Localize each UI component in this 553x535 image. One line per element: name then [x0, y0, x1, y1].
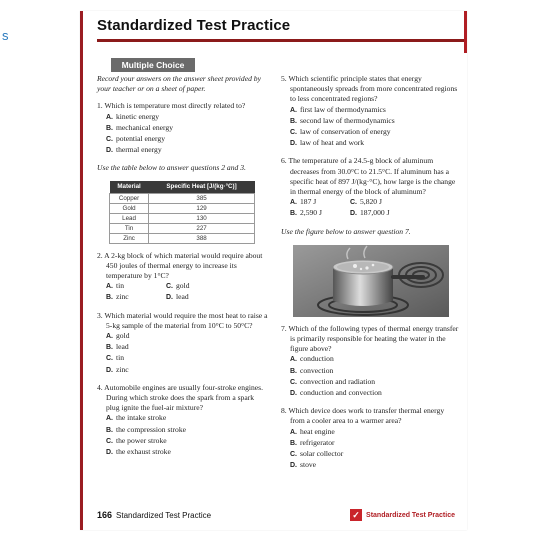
table-row: Lead 130 [110, 213, 255, 223]
instructions: Record your answers on the answer sheet provided by your teacher or on a sheet of paper. [97, 74, 261, 94]
choice: A. gold [106, 331, 130, 341]
footer-right-label: Standardized Test Practice [366, 511, 455, 519]
table-header-heat: Specific Heat [J/(kg·°C)] [149, 181, 255, 194]
figure-instruction: Use the figure below to answer question 7. [281, 226, 411, 236]
table-row: Zinc 388 [110, 233, 255, 243]
question-text: 1. Which is temperature most directly related to? [97, 101, 246, 111]
choice: B. convection [290, 365, 334, 375]
edge-letter: s [2, 28, 9, 43]
section-badge: Multiple Choice [111, 58, 195, 72]
checkmark-icon: ✓ [350, 509, 362, 521]
title-rule [97, 39, 464, 42]
question-text: 3. Which material would require the most heat to raise a 5-kg sample of the material from 10°C to 50°C? [97, 310, 268, 330]
choice: D. thermal energy [106, 145, 162, 155]
table-row: Gold 129 [110, 203, 255, 213]
choice: A. heat engine [290, 426, 335, 436]
table-instruction: Use the table below to answer questions 2 and 3. [97, 163, 246, 173]
right-column [281, 74, 459, 471]
question-text: 6. The temperature of a 24.5-g block of aluminum decreases from 30.0°C to 21.5°C. If aluminum has a specific heat of 897 J/(kg·°C), how large is the change in thermal energy of the block of aluminum? [281, 156, 456, 197]
choice: D. law of heat and work [290, 138, 365, 148]
choice: C. solar collector [290, 449, 344, 459]
choice: C. tin [106, 353, 125, 363]
page-title: Standardized Test Practice [97, 17, 291, 34]
question-text: 5. Which scientific principle states that energy spontaneously spreads from more concentrated regions to less concentrated regions? [281, 74, 458, 104]
question-text: 7. Which of the following types of thermal energy transfer is primarily responsible for heating the water in the figure above? [281, 323, 459, 354]
choice: D. zinc [106, 364, 129, 374]
table-header-material: Material [110, 181, 149, 194]
choice: A. first law of thermodynamics [290, 104, 386, 114]
choice: B. lead [106, 342, 129, 352]
specific-heat-table [109, 181, 255, 244]
question-2: 2. A 2-kg block of which material would require about 450 joules of thermal energy to increase its temperature by 1°C? A. tin C. gold B. zinc D. lead [97, 251, 269, 304]
choice: D. conduction and convection [290, 388, 382, 398]
choice: B. the compression stroke [106, 424, 187, 434]
page-number: 166 [97, 510, 113, 520]
choice: C. the power stroke [106, 435, 167, 445]
footer-label: Standardized Test Practice [116, 511, 212, 520]
question-6: 6. The temperature of a 24.5-g block of aluminum decreases from 30.0°C to 21.5°C. If aluminum has a specific heat of 897 J/(kg·°C), how large is the change in thermal energy of the block of aluminum? A. 187 J C. 5,820 J B. 2,590 J D. 187,000 J [281, 156, 459, 219]
pot-on-stove-image [293, 245, 449, 317]
choice: C. convection and radiation [290, 376, 376, 386]
question-4 [97, 383, 269, 458]
choice: C. law of conservation of energy [290, 127, 391, 137]
left-column [97, 74, 269, 458]
table-row: Copper 385 [110, 193, 255, 203]
question-5 [281, 74, 459, 149]
question-text: 2. A 2-kg block of which material would require about 450 joules of thermal energy to increase its temperature by 1°C? [97, 250, 263, 281]
choice: A. kinetic energy [106, 111, 160, 121]
question-1 [97, 101, 269, 156]
choice: C. potential energy [106, 134, 165, 144]
question-text: 8. Which device does work to transfer thermal energy from a cooler area to a warmer area? [281, 406, 445, 426]
page-edge-accent [464, 11, 467, 53]
choice: B. mechanical energy [106, 122, 173, 132]
question-7 [281, 324, 459, 399]
choice: B. refrigerator [290, 437, 335, 447]
choice: A. conduction [290, 354, 334, 364]
page-footer-right [350, 509, 455, 521]
question-8 [281, 406, 459, 471]
choice: D. the exhaust stroke [106, 447, 171, 457]
textbook-page [80, 11, 467, 530]
question-text: 4. Automobile engines are usually four-stroke engines. During which stroke does the spark from a spark plug ignite the fuel-air mixture? [97, 382, 264, 413]
table-row: Tin 227 [110, 223, 255, 233]
choice: D. stove [290, 460, 317, 470]
choice: A. the intake stroke [106, 413, 167, 423]
question-3 [97, 311, 269, 376]
pot-on-stove-figure [293, 245, 449, 317]
page-footer-left [97, 510, 211, 520]
choice: B. second law of thermodynamics [290, 115, 395, 125]
